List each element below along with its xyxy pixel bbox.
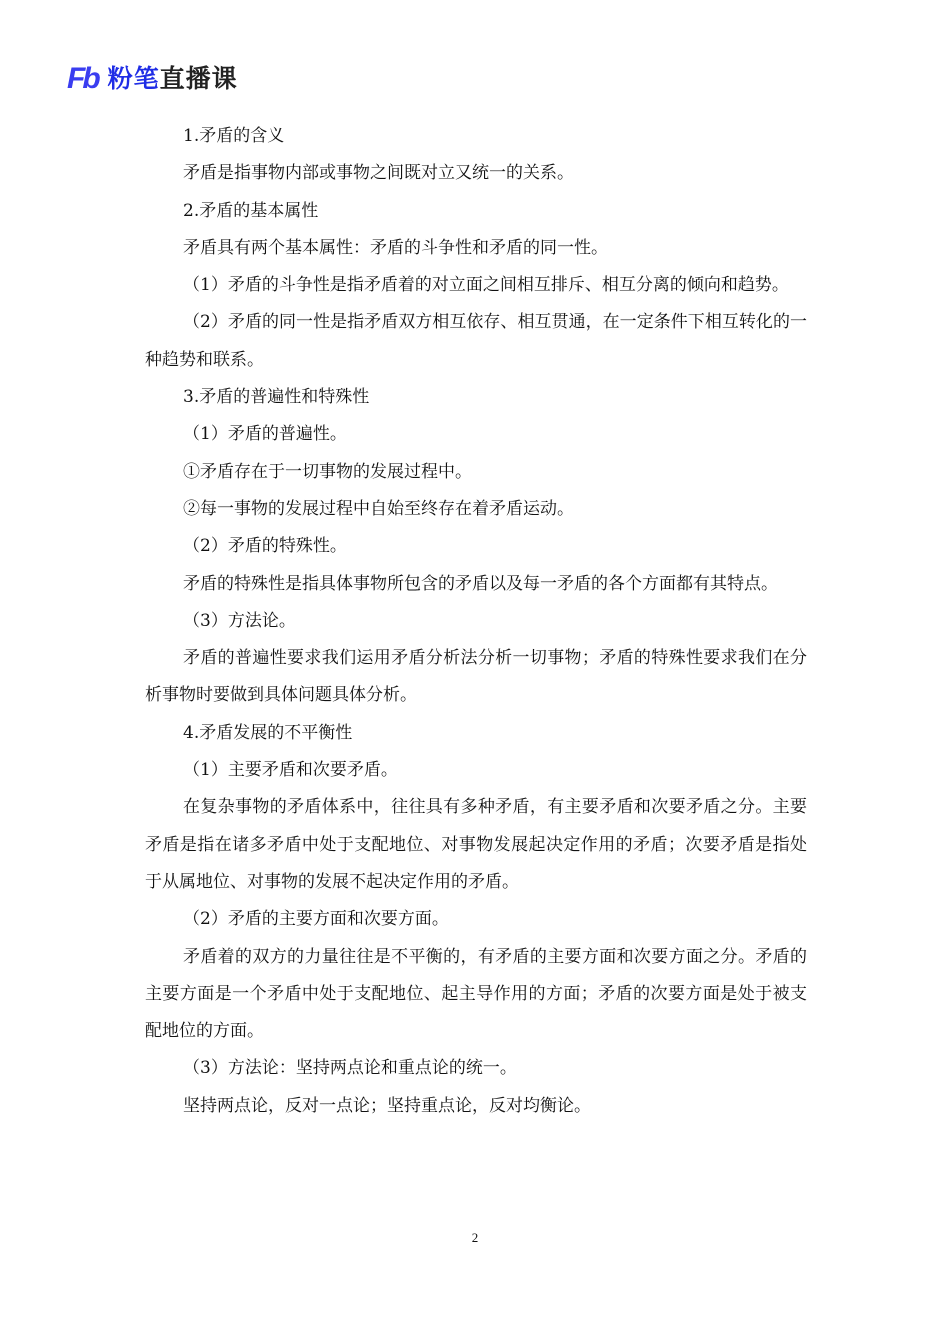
subheading: （3）方法论。 bbox=[183, 610, 296, 631]
paragraph: （2）矛盾的同一性是指矛盾双方相互依存、相互贯通，在一定条件下相互转化的一种趋势和联系。 bbox=[145, 312, 807, 370]
paragraph: （1）矛盾的斗争性是指矛盾着的对立面之间相互排斥、相互分离的倾向和趋势。 bbox=[183, 275, 789, 296]
paragraph: 矛盾的特殊性是指具体事物所包含的矛盾以及每一矛盾的各个方面都有其特点。 bbox=[183, 573, 778, 594]
paragraph: 矛盾着的双方的力量往往是不平衡的，有矛盾的主要方面和次要方面之分。矛盾的主要方面是一个矛盾中处于支配地位、起主导作用的方面；矛盾的次要方面是处于被支配地位的方面。 bbox=[145, 946, 807, 1042]
list-item: ②每一事物的发展过程中自始至终存在着矛盾运动。 bbox=[183, 498, 574, 519]
paragraph: 矛盾的普遍性要求我们运用矛盾分析法分析一切事物；矛盾的特殊性要求我们在分析事物时要做到具体问题具体分析。 bbox=[145, 648, 807, 706]
document-body bbox=[145, 118, 807, 1125]
brand-name-part1: 粉笔 bbox=[107, 64, 160, 93]
brand-name-part2: 直播课 bbox=[159, 64, 238, 93]
heading-1: 1.矛盾的含义 bbox=[183, 126, 285, 146]
list-item: ①矛盾存在于一切事物的发展过程中。 bbox=[183, 461, 472, 482]
subheading: （2）矛盾的主要方面和次要方面。 bbox=[183, 909, 449, 930]
heading-3: 3.矛盾的普遍性和特殊性 bbox=[183, 387, 370, 408]
paragraph: 在复杂事物的矛盾体系中，往往具有多种矛盾，有主要矛盾和次要矛盾之分。主要矛盾是指在诸多矛盾中处于支配地位、对事物发展起决定作用的矛盾；次要矛盾是指处于从属地位、对事物的发展不起决定作用的矛盾。 bbox=[145, 797, 807, 892]
logo-mark-icon: Fb bbox=[67, 62, 98, 95]
heading-2: 2.矛盾的基本属性 bbox=[183, 200, 319, 221]
paragraph: 矛盾是指事物内部或事物之间既对立又统一的关系。 bbox=[183, 163, 574, 184]
subheading: （2）矛盾的特殊性。 bbox=[183, 536, 347, 557]
page-number: 2 bbox=[471, 1230, 479, 1245]
subheading: （1）矛盾的普遍性。 bbox=[183, 424, 347, 445]
heading-4: 4.矛盾发展的不平衡性 bbox=[183, 722, 353, 743]
brand-logo bbox=[67, 62, 238, 96]
subheading: （3）方法论：坚持两点论和重点论的统一。 bbox=[183, 1058, 517, 1079]
subheading: （1）主要矛盾和次要矛盾。 bbox=[183, 760, 398, 781]
paragraph: 矛盾具有两个基本属性：矛盾的斗争性和矛盾的同一性。 bbox=[183, 237, 608, 258]
brand-name bbox=[108, 62, 238, 96]
paragraph: 坚持两点论，反对一点论；坚持重点论，反对均衡论。 bbox=[183, 1095, 591, 1116]
